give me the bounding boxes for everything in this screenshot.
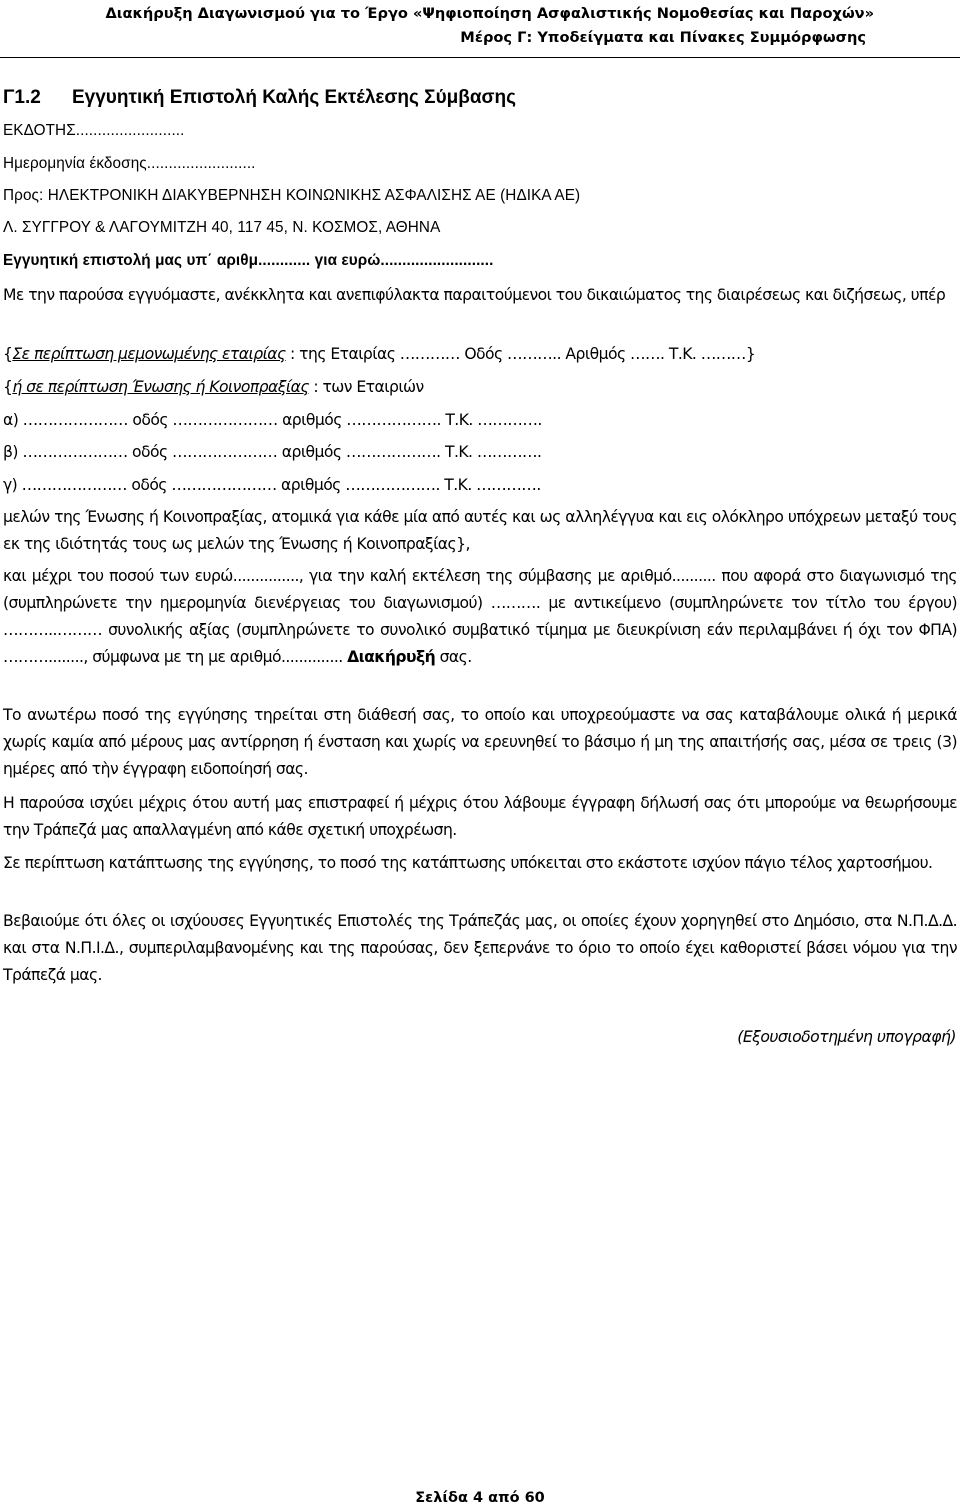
header-divider [0,57,960,58]
stamp-duty-paragraph: Σε περίπτωση κατάπτωσης της εγγύησης, το ποσό της κατάπτωσης υπόκειται στο εκάστοτε ισχύον πάγιο τέλος χαρτοσήμου. [3,854,933,872]
joint-venture-text: : των Εταιριών [308,378,424,396]
amount-paragraph-text: και μέχρι του ποσού των ευρώ..............., για την καλή εκτέλεση της σύμβασης με αριθμό.......... που αφορά στο διαγωνισμό της (συμπληρώνετε την ημερομηνία διενέργειας του διαγωνισμού) ………. με αντικείμενο (συμπληρώνετε τον τίτλο του έργου) ………..……… συνολικής αξίας (συμπληρώνετε το συνολικό συμβατικό τίμημα με διευκρίνιση εάν περιλαμβάνει ή όχι τον ΦΠΑ) ………........, σύμφωνα με τη με αριθμό.............. [3,567,957,666]
header-part-title: Μέρος Γ: Υποδείγματα και Πίνακες Συμμόρφωσης [460,29,866,46]
single-company-line [3,341,957,368]
member-line-c: γ) ………………… οδός ………………… αριθμός ………………. Τ.Κ. …………. [3,476,541,494]
address-line: Λ. ΣΥΓΓΡΟΥ & ΛΑΓΟΥΜΙΤΖΗ 40, 117 45, Ν. ΚΟΣΜΟΣ, ΑΘΗΝΑ [3,219,441,236]
amount-paragraph-end: σας. [435,648,472,666]
section-number: Γ1.2 [3,87,41,108]
page-number: Σελίδα 4 από 60 [415,1490,545,1506]
joint-venture-closing: μελών της Ένωσης ή Κοινοπραξίας, ατομικά για κάθε μία από αυτές και ως αλληλέγγυα και εις ολόκληρο υπόχρεων μεταξύ τους εκ της ιδιότητάς τους ως μελών της Ένωσης ή Κοινοπραξίας}, [3,508,957,553]
joint-venture-label: ή σε περίπτωση Ένωσης ή Κοινοπραξίας [12,378,309,396]
intro-paragraph: Με την παρούσα εγγυόμαστε, ανέκκλητα και ανεπιφύλακτα παραιτούμενοι του δικαιώματος της διαιρέσεως και διζήσεως, υπέρ [3,286,946,304]
guarantee-reference: Εγγυητική επιστολή μας υπ΄ αριθμ............ για ευρώ.......................... [3,252,494,269]
section-heading [3,83,516,113]
authorized-signature: (Εξουσιοδοτημένη υπογραφή) [737,1028,956,1046]
joint-venture-brace: { [3,378,13,396]
header-document-title: Διακήρυξη Διαγωνισμού για το Έργο «Ψηφιοποίηση Ασφαλιστικής Νομοθεσίας και Παροχών» [105,5,874,22]
section-title: Εγγυητική Επιστολή Καλής Εκτέλεσης Σύμβασης [72,87,517,108]
page-header [0,0,960,50]
issuer-line: ΕΚΔΟΤΗΣ......................... [3,122,185,139]
member-line-b: β) ………………… οδός ………………… αριθμός ………………. Τ.Κ. …………. [3,443,542,461]
single-company-label: Σε περίπτωση μεμονωμένης εταιρίας [12,345,286,363]
amount-paragraph [3,563,957,671]
member-line-a: α) ………………… οδός ………………… αριθμός ………………. Τ.Κ. …………. [3,411,542,429]
certification-paragraph: Βεβαιούμε ότι όλες οι ισχύουσες Εγγυητικές Επιστολές της Τράπεζάς μας, οι οποίες έχουν χορηγηθεί στο Δημόσιο, στα Ν.Π.Δ.Δ. και στα Ν.Π.Ι.Δ., συμπεριλαμβανομένης και της παρούσας, δεν ξεπερνάνε το όριο το οποίο έχει καθοριστεί βάσει νόμου για την Τράπεζά μας. [3,912,957,984]
recipient-line: Προς: ΗΛΕΚΤΡΟΝΙΚΗ ΔΙΑΚΥΒΕΡΝΗΣΗ ΚΟΙΝΩΝΙΚΗΣ ΑΣΦΑΛΙΣΗΣ ΑΕ (ΗΔΙΚΑ ΑΕ) [3,187,581,204]
issue-date-line: Ημερομηνία έκδοσης......................... [3,155,256,172]
guarantee-paragraph: Το ανωτέρω ποσό της εγγύησης τηρείται στη διάθεσή σας, το οποίο και υποχρεούμαστε να σας καταβάλουμε ολικά ή μερικά χωρίς καμία από μέρους μας αντίρρηση ή ένσταση και χωρίς να ερευνηθεί το βάσιμο ή μη της απαιτήσής σας, μέσα σε τρεις (3) ημέρες από τὴν έγγραφη ειδοποίησή σας. [3,706,957,778]
single-company-fields: : της Εταιρίας ………… Οδός ……….. Αριθμός ……. Τ.Κ. ………} [285,345,756,363]
amount-paragraph-bold: Διακήρυξή [347,648,436,666]
joint-venture-line [3,374,957,401]
validity-paragraph: Η παρούσα ισχύει μέχρις ότου αυτή μας επιστραφεί ή μέχρις ότου λάβουμε έγγραφη δήλωσή σας ότι μπορούμε να θεωρήσουμε την Τράπεζά μας απαλλαγμένη από κάθε σχετική υποχρέωση. [3,794,957,839]
single-company-brace: { [3,345,13,363]
